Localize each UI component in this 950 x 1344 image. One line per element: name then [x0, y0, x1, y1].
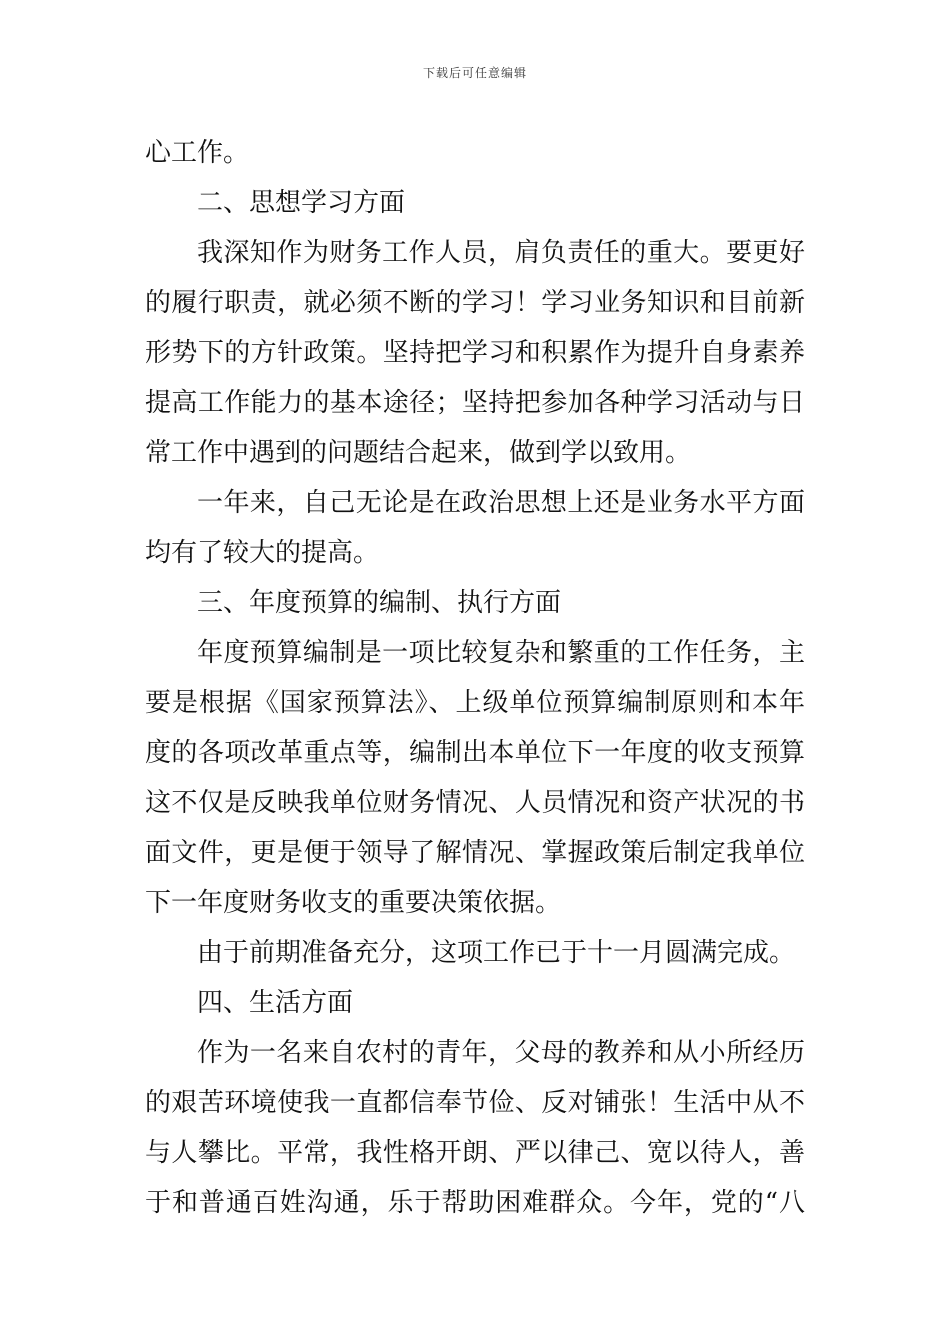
- text-line: 四、生活方面: [197, 988, 354, 1018]
- text-line: 度的各项改革重点等，编制出本单位下一年度的收支预算: [145, 738, 805, 768]
- text-line: 于和普通百姓沟通，乐于帮助困难群众。今年，党的“八: [145, 1188, 805, 1218]
- text-line: 常工作中遇到的问题结合起来，做到学以致用。: [145, 438, 692, 468]
- text-line: 作为一名来自农村的青年，父母的教养和从小所经历: [197, 1038, 805, 1068]
- text-line: 面文件，更是便于领导了解情况、掌握政策后制定我单位: [145, 838, 805, 868]
- text-line: 形势下的方针政策。坚持把学习和积累作为提升自身素养: [145, 338, 805, 368]
- text-line: 与人攀比。平常，我性格开朗、严以律己、宽以待人，善: [145, 1138, 805, 1168]
- page-header: 下载后可任意编辑: [422, 66, 527, 80]
- text-line: 的艰苦环境使我一直都信奉节俭、反对铺张！生活中从不: [145, 1088, 805, 1118]
- text-line: 下一年度财务收支的重要决策依据。: [145, 888, 562, 918]
- text-line: 心工作。: [145, 138, 250, 168]
- text-line: 均有了较大的提高。: [145, 538, 380, 568]
- text-line: 年度预算编制是一项比较复杂和繁重的工作任务，主: [197, 638, 805, 668]
- text-line: 一年来，自己无论是在政治思想上还是业务水平方面: [197, 488, 805, 518]
- text-line: 我深知作为财务工作人员，肩负责任的重大。要更好: [197, 238, 805, 268]
- text-line: 由于前期准备充分，这项工作已于十一月圆满完成。: [197, 938, 796, 968]
- document-body: [145, 128, 805, 1228]
- text-line: 要是根据《国家预算法》、上级单位预算编制原则和本年: [145, 688, 805, 718]
- text-line: 三、年度预算的编制、执行方面: [197, 588, 562, 618]
- text-line: 提高工作能力的基本途径；坚持把参加各种学习活动与日: [145, 388, 805, 418]
- text-line: 的履行职责，就必须不断的学习！学习业务知识和目前新: [145, 288, 805, 318]
- text-line: 这不仅是反映我单位财务情况、人员情况和资产状况的书: [145, 788, 805, 818]
- text-line: 二、思想学习方面: [197, 188, 406, 218]
